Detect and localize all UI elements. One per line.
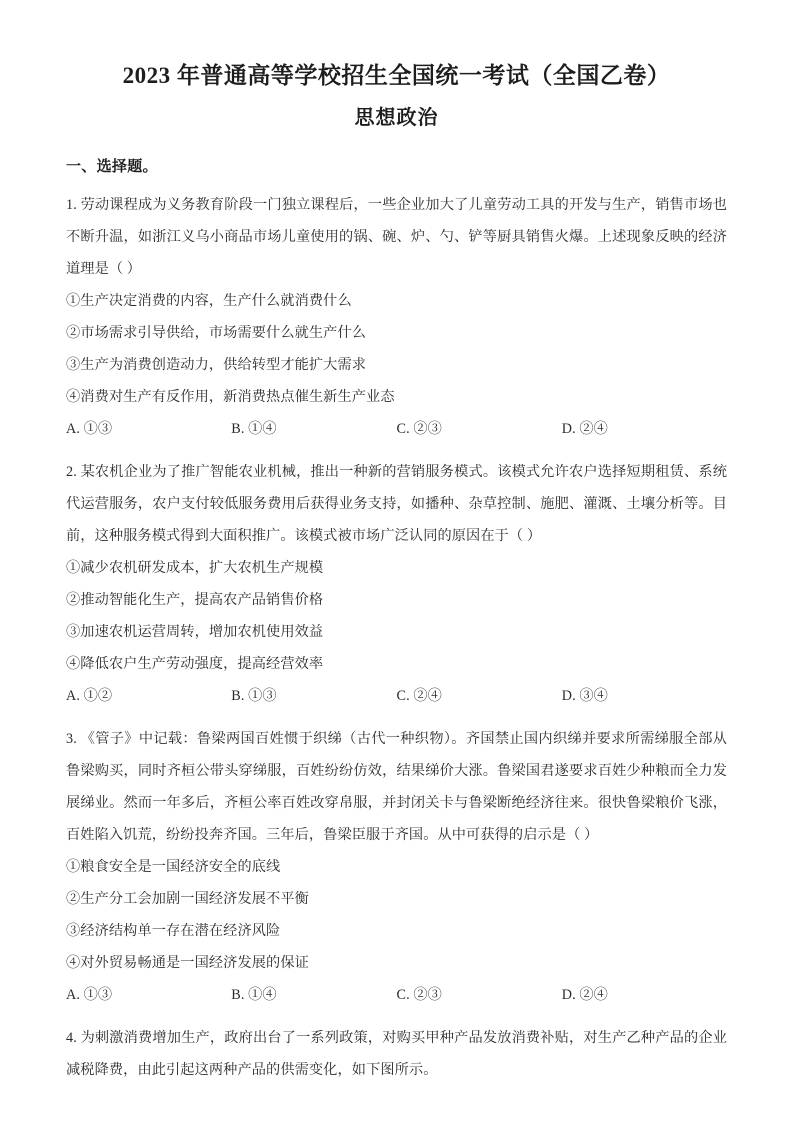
choice-d[interactable]: D. ②④ (561, 987, 608, 1004)
answer-choices (66, 413, 727, 445)
statement-item: ③生产为消费创造动力，供给转型才能扩大需求 (66, 357, 367, 374)
question-stem: 4. 为刺激消费增加生产，政府出台了一系列政策，对购买甲种产品发放消费补贴，对生产乙种产品的企业减税降费，由此引起这两种产品的供需变化，如下图所示。 (66, 1030, 727, 1079)
page-subtitle: 思想政治 (354, 106, 439, 129)
answer-choices (66, 680, 727, 712)
statement-item: ①减少农机研发成本，扩大农机生产规模 (66, 560, 324, 577)
statement-item: ②推动智能化生产，提高农产品销售价格 (66, 592, 324, 609)
question-stem: 3. 《管子》中记载：鲁梁两国百姓惯于织绨（古代一种织物）。齐国禁止国内织绨并要求所需绨服全部从鲁梁购买，同时齐桓公带头穿绨服，百姓纷纷仿效，结果绨价大涨。鲁梁国君遂要求百姓少种粮而全力发展绨业。然而一年多后，齐桓公率百姓改穿帛服，并封闭关卡与鲁梁断绝经济往来。很快鲁梁粮价飞涨，百姓陷入饥荒，纷纷投奔齐国。三年后，鲁梁臣服于齐国。从中可获得的启示是（ ） (66, 731, 727, 844)
statement-item: ②生产分工会加剧一国经济发展不平衡 (66, 891, 309, 908)
choice-c[interactable]: C. ②③ (396, 987, 442, 1004)
question-statements (66, 851, 727, 979)
choice-a[interactable]: A. ①③ (66, 421, 113, 438)
question-3 (66, 712, 727, 1011)
choice-b[interactable]: B. ①④ (231, 987, 277, 1004)
question-stem: 1. 劳动课程成为义务教育阶段一门独立课程后，一些企业加大了儿童劳动工具的开发与生产，销售市场也不断升温，如浙江义乌小商品市场儿童使用的锅、碗、炉、勺、铲等厨具销售火爆。上述现象反映的经济道理是（ ） (66, 197, 727, 278)
choice-d[interactable]: D. ②④ (561, 421, 608, 438)
question-4 (66, 1011, 727, 1086)
question-statements (66, 552, 727, 680)
choice-b[interactable]: B. ①③ (231, 688, 277, 705)
question-1 (66, 178, 727, 445)
statement-item: ①生产决定消费的内容，生产什么就消费什么 (66, 293, 352, 310)
choice-b[interactable]: B. ①④ (231, 421, 277, 438)
statement-item: ②市场需求引导供给，市场需要什么就生产什么 (66, 325, 367, 342)
choice-c[interactable]: C. ②③ (396, 421, 442, 438)
page-title: 2023 年普通高等学校招生全国统一考试（全国乙卷） (122, 63, 671, 88)
section-heading-multiple-choice: 一、选择题。 (66, 158, 158, 175)
choice-c[interactable]: C. ②④ (396, 688, 442, 705)
question-stem: 2. 某农机企业为了推广智能农业机械，推出一种新的营销服务模式。该模式允许农户选择短期租赁、系统代运营服务，农户支付较低服务费用后获得业务支持，如播种、杂草控制、施肥、灌溉、土壤分析等。目前，这种服务模式得到大面积推广。该模式被市场广泛认同的原因在于（ ） (66, 464, 727, 545)
question-2 (66, 445, 727, 712)
statement-item: ③经济结构单一存在潜在经济风险 (66, 923, 281, 940)
choice-a[interactable]: A. ①③ (66, 987, 113, 1004)
statement-item: ④消费对生产有反作用，新消费热点催生新生产业态 (66, 389, 395, 406)
statement-item: ④对外贸易畅通是一国经济发展的保证 (66, 955, 309, 972)
statement-item: ①粮食安全是一国经济安全的底线 (66, 859, 281, 876)
question-statements (66, 285, 727, 413)
statement-item: ③加速农机运营周转，增加农机使用效益 (66, 624, 324, 641)
statement-item: ④降低农户生产劳动强度，提高经营效率 (66, 656, 324, 673)
answer-choices (66, 979, 727, 1011)
choice-a[interactable]: A. ①② (66, 688, 113, 705)
choice-d[interactable]: D. ③④ (561, 688, 608, 705)
